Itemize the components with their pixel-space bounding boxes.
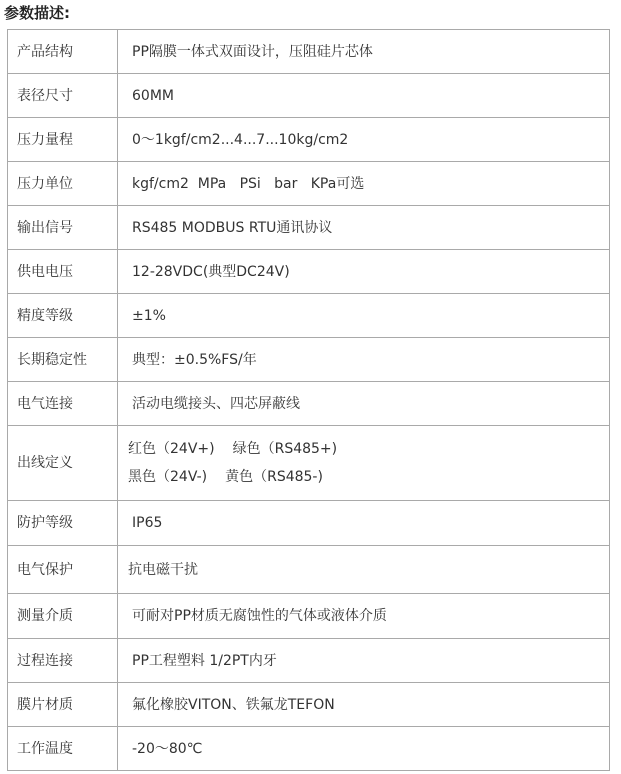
table-row bbox=[8, 727, 610, 771]
row-label: 工作温度 bbox=[8, 727, 118, 771]
wire-line bbox=[128, 463, 609, 491]
table-row bbox=[8, 118, 610, 162]
row-value: 12-28VDC(典型DC24V) bbox=[118, 250, 610, 294]
wire-yellow: 黄色（RS485-) bbox=[225, 469, 323, 485]
table-row bbox=[8, 426, 610, 501]
section-heading: 参数描述: bbox=[4, 4, 70, 22]
table-row bbox=[8, 162, 610, 206]
row-label: 测量介质 bbox=[8, 594, 118, 639]
row-label: 输出信号 bbox=[8, 206, 118, 250]
wire-black: 黑色（24V-) bbox=[128, 469, 208, 485]
row-label: 防护等级 bbox=[8, 501, 118, 546]
row-label: 电气保护 bbox=[8, 546, 118, 594]
row-value: IP65 bbox=[118, 501, 610, 546]
row-value: 典型：±0.5%FS/年 bbox=[118, 338, 610, 382]
row-label: 产品结构 bbox=[8, 30, 118, 74]
row-value: RS485 MODBUS RTU通讯协议 bbox=[118, 206, 610, 250]
spec-table bbox=[7, 29, 610, 771]
wire-red: 红色（24V+) bbox=[128, 441, 215, 457]
table-row bbox=[8, 338, 610, 382]
row-label: 膜片材质 bbox=[8, 683, 118, 727]
row-label: 供电电压 bbox=[8, 250, 118, 294]
table-row bbox=[8, 501, 610, 546]
row-value: ±1% bbox=[118, 294, 610, 338]
row-label: 电气连接 bbox=[8, 382, 118, 426]
row-value: 可耐对PP材质无腐蚀性的气体或液体介质 bbox=[118, 594, 610, 639]
table-row bbox=[8, 206, 610, 250]
row-value bbox=[118, 426, 610, 501]
row-value: 60MM bbox=[118, 74, 610, 118]
row-label: 长期稳定性 bbox=[8, 338, 118, 382]
table-row bbox=[8, 594, 610, 639]
row-value: 抗电磁干扰 bbox=[118, 546, 610, 594]
row-value: -20～80℃ bbox=[118, 727, 610, 771]
table-row bbox=[8, 30, 610, 74]
table-row bbox=[8, 294, 610, 338]
row-value: PP隔膜一体式双面设计，压阻硅片芯体 bbox=[118, 30, 610, 74]
row-value: 氟化橡胶VITON、铁氟龙TEFON bbox=[118, 683, 610, 727]
row-label: 压力单位 bbox=[8, 162, 118, 206]
wire-line bbox=[128, 435, 609, 463]
row-label: 压力量程 bbox=[8, 118, 118, 162]
table-row bbox=[8, 250, 610, 294]
table-row bbox=[8, 546, 610, 594]
table-row bbox=[8, 639, 610, 683]
row-value: 活动电缆接头、四芯屏蔽线 bbox=[118, 382, 610, 426]
table-row bbox=[8, 683, 610, 727]
row-label: 表径尺寸 bbox=[8, 74, 118, 118]
wire-green: 绿色（RS485+) bbox=[232, 441, 338, 457]
row-label: 精度等级 bbox=[8, 294, 118, 338]
row-label: 过程连接 bbox=[8, 639, 118, 683]
table-row bbox=[8, 382, 610, 426]
row-value: PP工程塑料 1/2PT内牙 bbox=[118, 639, 610, 683]
row-label: 出线定义 bbox=[8, 426, 118, 501]
row-value: kgf/cm2 MPa PSi bar KPa可选 bbox=[118, 162, 610, 206]
table-row bbox=[8, 74, 610, 118]
row-value: 0～1kgf/cm2...4...7...10kg/cm2 bbox=[118, 118, 610, 162]
